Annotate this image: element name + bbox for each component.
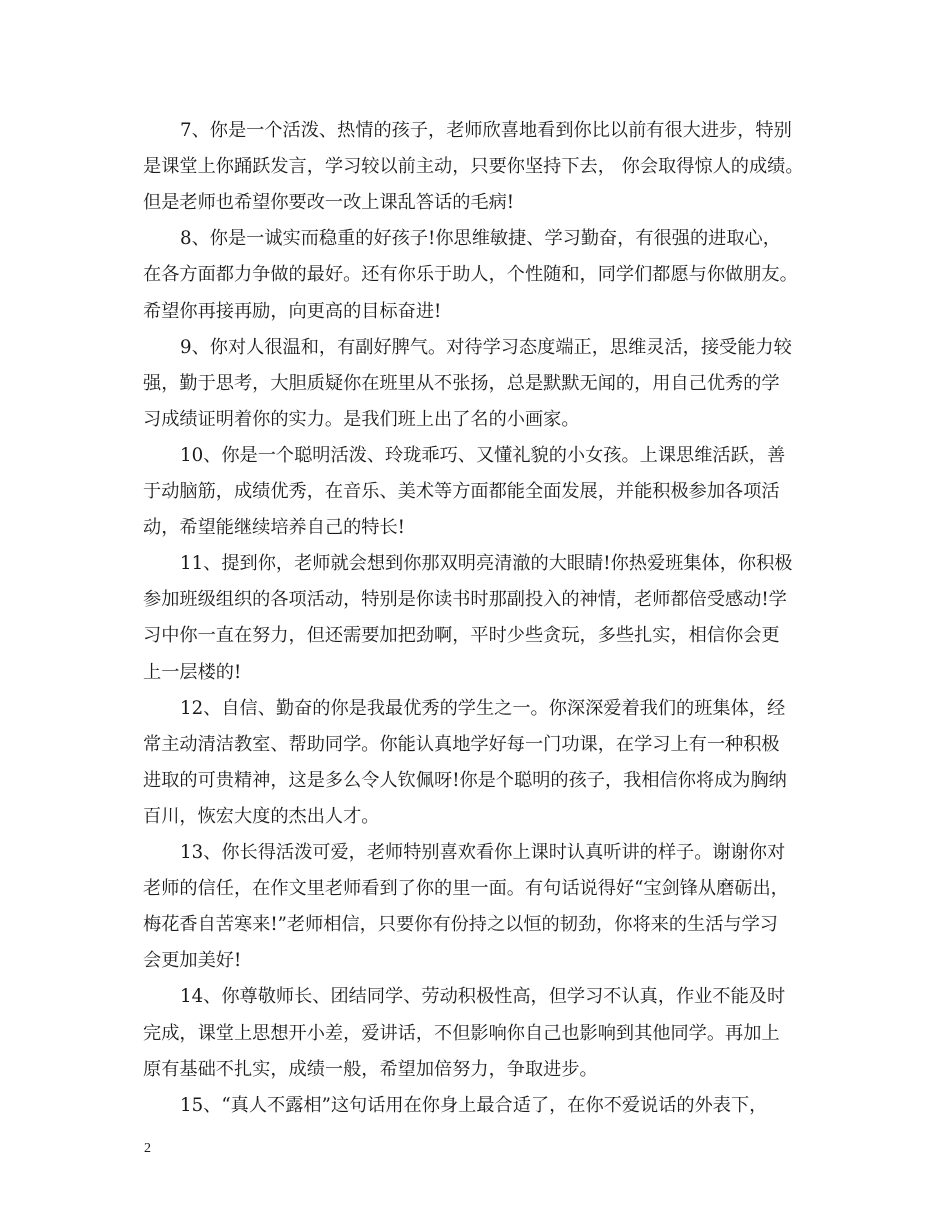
paragraph-line: 于动脑筋，成绩优秀，在音乐、美术等方面都能全面发展，并能积极参加各项活 <box>143 481 780 502</box>
paragraph-line: 强，勤于思考，大胆质疑你在班里从不张扬，总是默默无闻的，用自己优秀的学 <box>143 373 780 394</box>
paragraph-first-line: 13、你长得活泼可爱，老师特别喜欢看你上课时认真听讲的样子。谢谢你对 <box>180 842 786 863</box>
paragraph-first-line: 14、你尊敬师长、团结同学、劳动积极性高，但学习不认真，作业不能及时 <box>180 986 786 1007</box>
paragraph-line: 会更加美好! <box>143 950 242 971</box>
paragraph-first-line: 7、你是一个活泼、热情的孩子，老师欣喜地看到你比以前有很大进步，特别 <box>180 120 792 141</box>
paragraph-line: 习中你一直在努力，但还需要加把劲啊，平时少些贪玩，多些扎实，相信你会更 <box>143 625 780 646</box>
paragraph-line: 原有基础不扎实，成绩一般，希望加倍努力，争取进步。 <box>143 1059 598 1080</box>
paragraph-line: 完成，课堂上思想开小差，爱讲话，不但影响你自己也影响到其他同学。再加上 <box>143 1023 780 1044</box>
paragraph-line: 梅花香自苦寒来!”老师相信，只要你有份持之以恒的韧劲，你将来的生活与学习 <box>143 914 778 935</box>
paragraph-first-line: 10、你是一个聪明活泼、玲珑乖巧、又懂礼貌的小女孩。上课思维活跃，善 <box>180 445 786 466</box>
paragraph-first-line: 12、自信、勤奋的你是我最优秀的学生之一。你深深爱着我们的班集体，经 <box>180 698 786 719</box>
paragraph-line: 但是老师也希望你要改一改上课乱答话的毛病! <box>143 192 515 213</box>
paragraph-line: 进取的可贵精神，这是多么令人钦佩呀!你是个聪明的孩子，我相信你将成为胸纳 <box>143 770 787 791</box>
page-number: 2 <box>144 1141 151 1156</box>
paragraph-line: 常主动清洁教室、帮助同学。你能认真地学好每一门功课，在学习上有一种积极 <box>143 734 780 755</box>
paragraph-first-line: 8、你是一诚实而稳重的好孩子!你思维敏捷、学习勤奋，有很强的进取心， <box>180 228 781 249</box>
paragraph-first-line: 11、提到你，老师就会想到你那双明亮清澈的大眼睛!你热爱班集体，你积极 <box>180 553 793 574</box>
paragraph-line: 习成绩证明着你的实力。是我们班上出了名的小画家。 <box>143 409 580 430</box>
paragraph-line: 参加班级组织的各项活动，特别是你读书时那副投入的神情，老师都倍受感动!学 <box>143 589 787 610</box>
paragraph-line: 上一层楼的! <box>143 662 242 683</box>
paragraph-line: 希望你再接再励，向更高的目标奋进! <box>143 301 442 322</box>
paragraph-line: 在各方面都力争做的最好。还有你乐于助人，个性随和，同学们都愿与你做朋友。 <box>143 264 798 285</box>
paragraph-first-line: 9、你对人很温和，有副好脾气。对待学习态度端正，思维灵活，接受能力较 <box>180 337 792 358</box>
paragraph-line: 是课堂上你踊跃发言，学习较以前主动，只要你坚持下去， 你会取得惊人的成绩。 <box>143 156 804 177</box>
paragraph-line: 动，希望能继续培养自己的特长! <box>143 517 405 538</box>
paragraph-first-line: 15、“真人不露相”这句话用在你身上最合适了，在你不爱说话的外表下， <box>180 1095 768 1116</box>
paragraph-line: 老师的信任，在作文里老师看到了你的里一面。有句话说得好“宝剑锋从磨砺出， <box>143 878 789 899</box>
paragraph-line: 百川，恢宏大度的杰出人才。 <box>143 806 380 827</box>
